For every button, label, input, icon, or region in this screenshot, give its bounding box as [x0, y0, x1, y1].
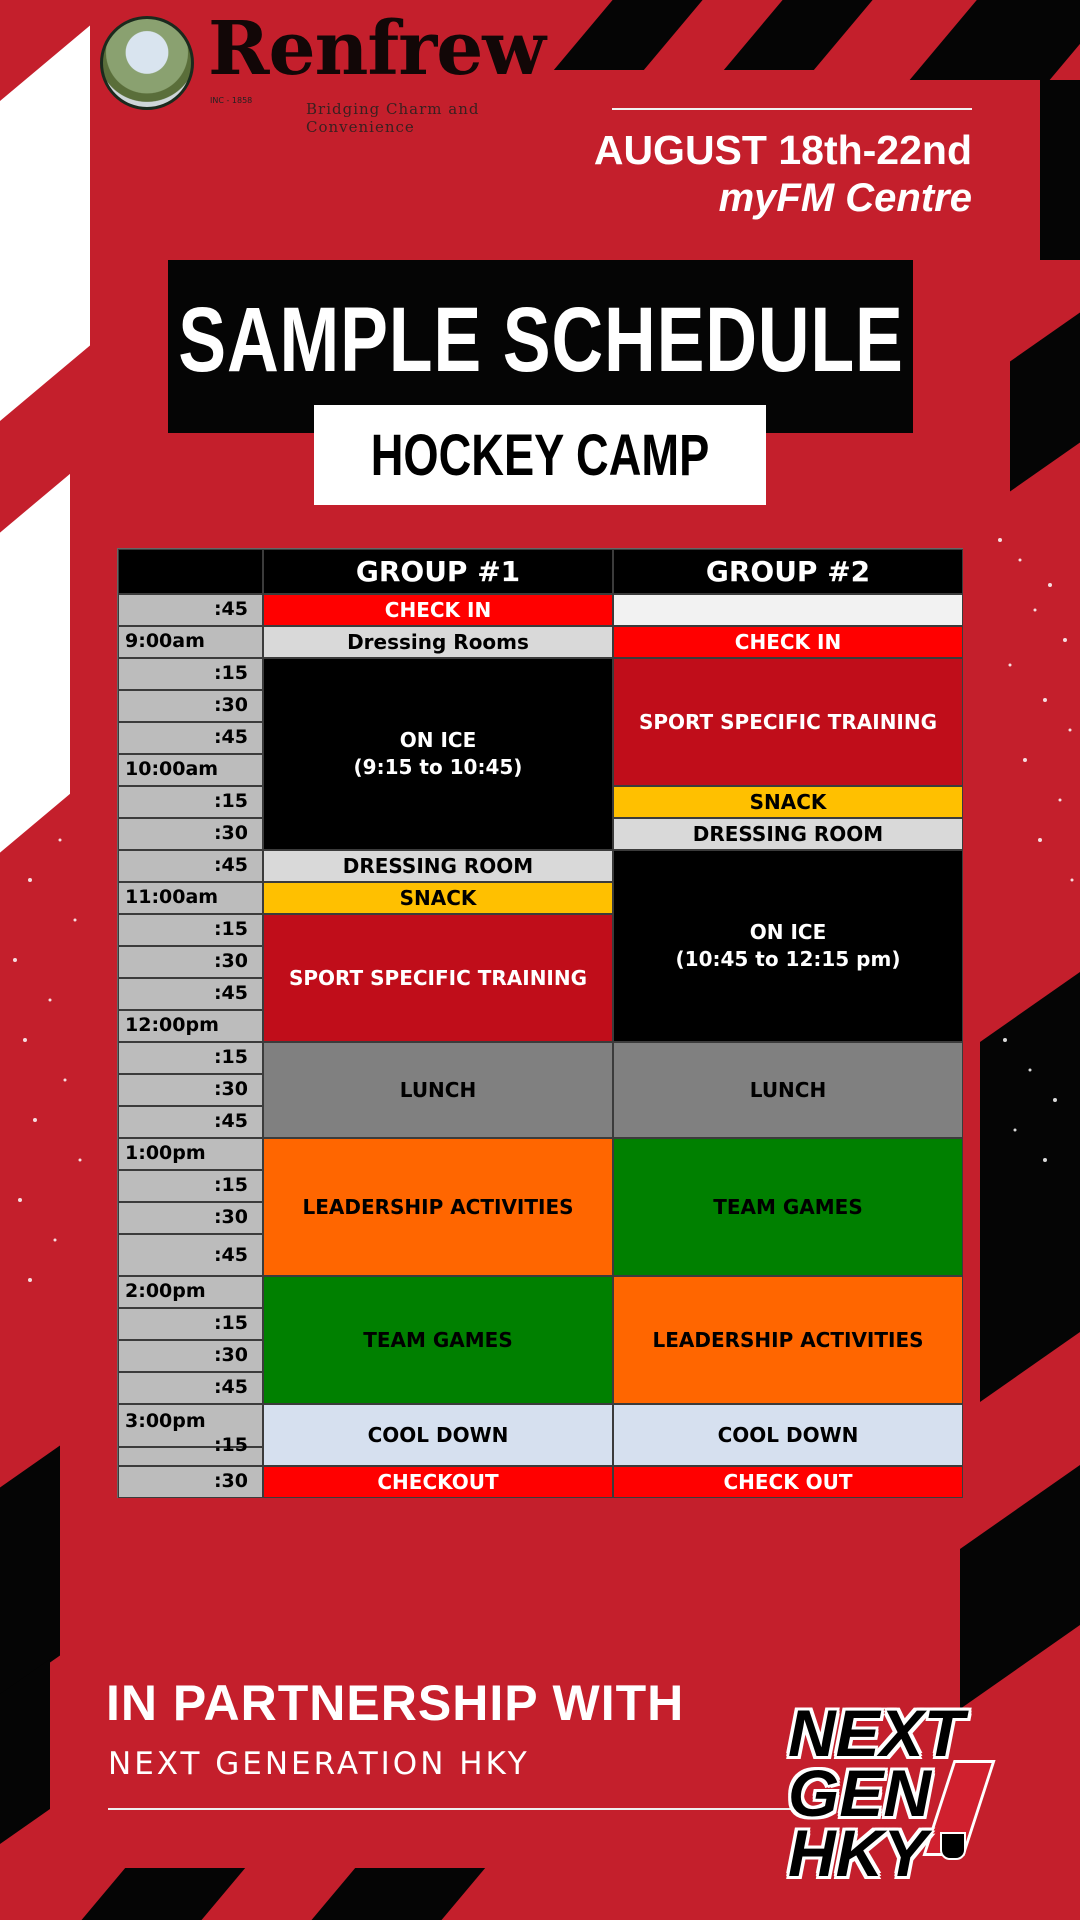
next-gen-hky-logo [788, 1696, 998, 1890]
group1-header: GROUP #1 [263, 549, 613, 594]
time-slot-label: 2:00pm [118, 1276, 263, 1308]
time-slot-label: :45 [118, 594, 263, 626]
group2-activity-block: LEADERSHIP ACTIVITIES [613, 1276, 963, 1404]
logo-name: Renfrew [208, 6, 545, 92]
group1-activity-block: CHECK IN [263, 594, 613, 626]
group2-header: GROUP #2 [613, 549, 963, 594]
group2-activity-block: DRESSING ROOM [613, 818, 963, 850]
footer-divider [108, 1808, 792, 1810]
time-slot-label: :15 [118, 1042, 263, 1074]
group2-activity-block: ON ICE (10:45 to 12:15 pm) [613, 850, 963, 1042]
group1-activity-block: TEAM GAMES [263, 1276, 613, 1404]
event-venue: myFM Centre [718, 176, 972, 220]
group2-activity-block: SNACK [613, 786, 963, 818]
group1-activity-block: SPORT SPECIFIC TRAINING [263, 914, 613, 1042]
time-slot-label: :15 [118, 658, 263, 690]
brand-line: NEXT [788, 1696, 965, 1770]
group1-activity-block: LUNCH [263, 1042, 613, 1138]
time-slot-label: 10:00am [118, 754, 263, 786]
group1-activity-block: DRESSING ROOM [263, 850, 613, 882]
brand-line: GEN [788, 1756, 932, 1830]
schedule-table [117, 548, 963, 1498]
time-slot-label: 11:00am [118, 882, 263, 914]
time-slot-label: :30 [118, 1466, 263, 1498]
logo-tagline: Bridging Charm and Convenience [306, 100, 480, 136]
group1-activity-block: CHECKOUT [263, 1466, 613, 1498]
time-slot-label: :15 [118, 914, 263, 946]
partner-name: NEXT GENERATION HKY [108, 1746, 530, 1782]
time-slot-label: 1:00pm [118, 1138, 263, 1170]
group2-activity-block: CHECK OUT [613, 1466, 963, 1498]
time-slot-label: :30 [118, 690, 263, 722]
page-title: SAMPLE SCHEDULE [177, 289, 904, 391]
group2-activity-block: LUNCH [613, 1042, 963, 1138]
time-slot-label: :45 [118, 850, 263, 882]
time-slot-label: :30 [118, 818, 263, 850]
group1-activity-block: SNACK [263, 882, 613, 914]
group2-activity-block [613, 594, 963, 626]
time-slot-label: :45 [118, 1106, 263, 1138]
time-slot-label: :15 [118, 1308, 263, 1340]
time-slot-label: :30 [118, 1074, 263, 1106]
time-slot-label: 9:00am [118, 626, 263, 658]
town-logo [100, 6, 580, 136]
time-slot-label: 3:00pm [118, 1404, 263, 1447]
group2-activity-block: COOL DOWN [613, 1404, 963, 1466]
group2-activity-block: CHECK IN [613, 626, 963, 658]
event-dates: AUGUST 18th-22nd [593, 127, 972, 173]
time-slot-label: :15 [118, 786, 263, 818]
logo-inc: INC - 1858 [210, 96, 253, 105]
subtitle-banner [314, 405, 766, 505]
time-slot-label: 12:00pm [118, 1010, 263, 1042]
group1-activity-block: COOL DOWN [263, 1404, 613, 1466]
town-emblem-icon [100, 16, 194, 110]
time-slot-label: :45 [118, 1234, 263, 1276]
brand-line: HKY [788, 1816, 928, 1890]
header-corner [118, 549, 263, 594]
time-slot-label [118, 1447, 263, 1466]
partnership-title: IN PARTNERSHIP WITH [106, 1675, 685, 1731]
group1-activity-block: ON ICE (9:15 to 10:45) [263, 658, 613, 850]
header-divider [612, 108, 972, 110]
time-slot-label: :45 [118, 978, 263, 1010]
page-subtitle: HOCKEY CAMP [370, 422, 710, 488]
group2-activity-block: SPORT SPECIFIC TRAINING [613, 658, 963, 786]
group1-activity-block: Dressing Rooms [263, 626, 613, 658]
time-slot-label: :30 [118, 1202, 263, 1234]
time-slot-label: :30 [118, 946, 263, 978]
time-slot-label: :30 [118, 1340, 263, 1372]
time-slot-label: :45 [118, 722, 263, 754]
time-slot-label: :15 [118, 1170, 263, 1202]
group1-activity-block: LEADERSHIP ACTIVITIES [263, 1138, 613, 1276]
shield-icon [940, 1832, 966, 1860]
group2-activity-block: TEAM GAMES [613, 1138, 963, 1276]
time-slot-label: :45 [118, 1372, 263, 1404]
